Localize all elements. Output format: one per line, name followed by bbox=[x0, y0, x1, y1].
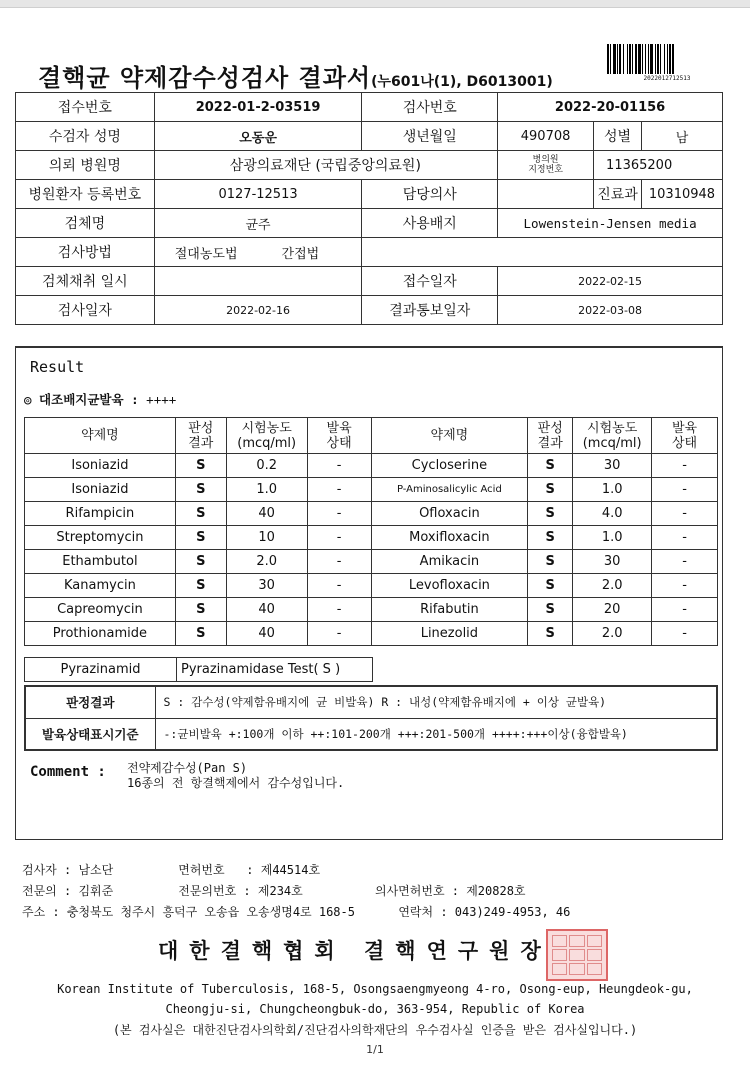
patient-name-label: 수검자 성명 bbox=[16, 122, 155, 151]
patient-info-table bbox=[15, 92, 723, 325]
english-address-line2: Cheongju-si, Chungcheongbuk-do, 363-954, Republic of Korea bbox=[165, 1002, 585, 1016]
drug-name-left: Streptomycin bbox=[25, 526, 176, 550]
concentration-left: 30 bbox=[226, 574, 307, 598]
drug-name-left: Isoniazid bbox=[25, 454, 176, 478]
medium-label: 사용배지 bbox=[362, 209, 498, 238]
control-growth-label: ◎ 대조배지균발육 : bbox=[24, 392, 139, 407]
header-growth-line2: 상태 bbox=[326, 435, 352, 451]
specialist-line: 전문의 : 김휘준 전문의번호 : 제234호 의사면허번호 : 제20828호 bbox=[22, 884, 526, 898]
growth-state-left: - bbox=[307, 502, 371, 526]
reg-no-label: 병원환자 등록번호 bbox=[16, 180, 155, 209]
reg-no-value: 0127-12513 bbox=[154, 180, 362, 209]
examiner-line: 검사자 : 남소단 면허번호 : 제44514호 bbox=[22, 863, 321, 877]
growth-state-right: - bbox=[652, 526, 718, 550]
organization-name: 대한결핵협회 결핵연구원장 bbox=[158, 939, 552, 963]
method-absolute: 절대농도법 bbox=[174, 246, 238, 262]
test-no-value: 2022-20-01156 bbox=[498, 93, 723, 122]
growth-state-right: - bbox=[652, 502, 718, 526]
growth-state-right: - bbox=[652, 478, 718, 502]
hospital-label: 의뢰 병원명 bbox=[16, 151, 155, 180]
comment-label: Comment : bbox=[30, 764, 106, 780]
drug-row bbox=[25, 598, 718, 622]
info-row bbox=[16, 151, 723, 180]
judge-result-right: S bbox=[528, 454, 573, 478]
pyrazinamid-label: Pyrazinamid bbox=[25, 658, 177, 682]
page-number: 1/1 bbox=[366, 1043, 384, 1056]
barcode-number: 2022012712513 bbox=[643, 75, 691, 82]
receive-date-value: 2022-02-15 bbox=[498, 267, 723, 296]
test-date-label: 검사일자 bbox=[16, 296, 155, 325]
header-conc-line1: 시험농도 bbox=[587, 420, 638, 436]
drug-name-left: Isoniazid bbox=[25, 478, 176, 502]
method-value bbox=[154, 238, 362, 267]
method-empty bbox=[362, 238, 723, 267]
receipt-no-label: 접수번호 bbox=[16, 93, 155, 122]
sex-value: 남 bbox=[641, 122, 722, 151]
collect-date-value bbox=[154, 267, 362, 296]
concentration-left: 0.2 bbox=[226, 454, 307, 478]
concentration-left: 40 bbox=[226, 502, 307, 526]
concentration-right: 30 bbox=[573, 550, 652, 574]
concentration-right: 1.0 bbox=[573, 478, 652, 502]
comment-text bbox=[127, 761, 344, 791]
barcode-bar bbox=[674, 44, 677, 74]
test-date-value: 2022-02-16 bbox=[154, 296, 362, 325]
info-row bbox=[16, 267, 723, 296]
header-judge-right bbox=[528, 418, 573, 454]
drug-name-left: Ethambutol bbox=[25, 550, 176, 574]
drug-name-right: Levofloxacin bbox=[371, 574, 528, 598]
criteria-table bbox=[24, 685, 718, 751]
judge-result-left: S bbox=[175, 526, 226, 550]
title-subtitle: (누601나(1), D6013001) bbox=[371, 74, 553, 90]
collect-date-label: 검체채취 일시 bbox=[16, 267, 155, 296]
dept-label: 진료과 bbox=[594, 180, 642, 209]
test-no-label: 검사번호 bbox=[362, 93, 498, 122]
certification-note: (본 검사실은 대한진단검사의학회/진단검사의학재단의 우수검사실 인증을 받은 검사실입니다.) bbox=[112, 1023, 638, 1037]
drug-name-left: Capreomycin bbox=[25, 598, 176, 622]
hospital-code-label-line2: 지정번호 bbox=[528, 165, 563, 175]
concentration-left: 1.0 bbox=[226, 478, 307, 502]
hospital-value: 삼광의료재단 (국립중앙의료원) bbox=[154, 151, 497, 180]
header-conc-right bbox=[573, 418, 652, 454]
viewer-top-bar bbox=[0, 0, 750, 8]
english-address-line1: Korean Institute of Tuberculosis, 168-5, Osongsaengmyeong 4-ro, Osong-eup, Heungdeok-gu, bbox=[57, 982, 693, 996]
drug-name-left: Kanamycin bbox=[25, 574, 176, 598]
growth-state-left: - bbox=[307, 598, 371, 622]
report-date-value: 2022-03-08 bbox=[498, 296, 723, 325]
growth-state-right: - bbox=[652, 550, 718, 574]
info-row bbox=[16, 93, 723, 122]
info-row bbox=[16, 209, 723, 238]
pyrazinamid-row bbox=[25, 658, 373, 682]
control-growth bbox=[24, 390, 176, 408]
drug-name-left: Rifampicin bbox=[25, 502, 176, 526]
patient-name-value: 오동운 bbox=[154, 122, 362, 151]
drug-name-right: P-Aminosalicylic Acid bbox=[371, 478, 528, 502]
criteria-row bbox=[25, 718, 717, 750]
barcode-bars bbox=[607, 44, 727, 74]
drug-name-right: Rifabutin bbox=[371, 598, 528, 622]
pyrazinamid-table bbox=[24, 657, 373, 682]
concentration-left: 2.0 bbox=[226, 550, 307, 574]
method-indirect: 간접법 bbox=[281, 246, 320, 262]
judge-result-left: S bbox=[175, 622, 226, 646]
result-title: Result bbox=[30, 358, 85, 376]
drug-row bbox=[25, 478, 718, 502]
header-conc-line2: (mcq/ml) bbox=[582, 435, 642, 451]
drug-name-right: Cycloserine bbox=[371, 454, 528, 478]
growth-state-right: - bbox=[652, 454, 718, 478]
birth-label: 생년월일 bbox=[362, 122, 498, 151]
growth-state-right: - bbox=[652, 622, 718, 646]
header-growth-right bbox=[652, 418, 718, 454]
hospital-code-label bbox=[498, 151, 594, 180]
judge-result-right: S bbox=[528, 526, 573, 550]
info-row bbox=[16, 296, 723, 325]
growth-state-left: - bbox=[307, 526, 371, 550]
judge-result-right: S bbox=[528, 502, 573, 526]
judge-result-right: S bbox=[528, 622, 573, 646]
medium-value: Lowenstein-Jensen media bbox=[498, 209, 723, 238]
growth-state-left: - bbox=[307, 454, 371, 478]
drug-row bbox=[25, 574, 718, 598]
title-main: 결핵균 약제감수성검사 결과서 bbox=[38, 64, 372, 92]
header-judge-left bbox=[175, 418, 226, 454]
judge-result-right: S bbox=[528, 598, 573, 622]
concentration-left: 40 bbox=[226, 622, 307, 646]
header-drug-left: 약제명 bbox=[25, 418, 176, 454]
header-judge-line2: 결과 bbox=[537, 435, 563, 451]
comment-line1: 전약제감수성(Pan S) bbox=[127, 761, 248, 775]
comment-line2: 16종의 전 항결핵제에서 감수성입니다. bbox=[127, 776, 345, 790]
judge-result-right: S bbox=[528, 550, 573, 574]
concentration-right: 30 bbox=[573, 454, 652, 478]
receive-date-label: 접수일자 bbox=[362, 267, 498, 296]
drug-table-header bbox=[25, 418, 718, 454]
drug-row bbox=[25, 622, 718, 646]
specimen-label: 검체명 bbox=[16, 209, 155, 238]
header-growth-line1: 발육 bbox=[672, 420, 698, 436]
drug-row bbox=[25, 454, 718, 478]
info-row bbox=[16, 180, 723, 209]
official-seal bbox=[546, 929, 608, 981]
header-conc-line1: 시험농도 bbox=[241, 420, 292, 436]
growth-state-right: - bbox=[652, 574, 718, 598]
concentration-left: 40 bbox=[226, 598, 307, 622]
specimen-value: 균주 bbox=[154, 209, 362, 238]
info-row bbox=[16, 238, 723, 267]
criteria-row bbox=[25, 686, 717, 718]
growth-criteria-text: -:균비발육 +:100개 이하 ++:101-200개 +++:201-500개 ++++:+++이상(융합발육) bbox=[155, 718, 717, 750]
header-judge-line2: 결과 bbox=[188, 435, 214, 451]
doctor-label: 담당의사 bbox=[362, 180, 498, 209]
concentration-right: 2.0 bbox=[573, 622, 652, 646]
pyrazinamid-value: Pyrazinamidase Test( S ) bbox=[177, 658, 373, 682]
concentration-right: 20 bbox=[573, 598, 652, 622]
growth-state-left: - bbox=[307, 574, 371, 598]
report-date-label: 결과통보일자 bbox=[362, 296, 498, 325]
hospital-code-value: 11365200 bbox=[594, 151, 723, 180]
growth-state-right: - bbox=[652, 598, 718, 622]
document-title bbox=[38, 58, 553, 93]
growth-state-left: - bbox=[307, 550, 371, 574]
judge-result-left: S bbox=[175, 574, 226, 598]
hospital-code-label-line1: 병의원 bbox=[532, 155, 559, 165]
growth-criteria-label: 발육상태표시기준 bbox=[25, 718, 155, 750]
sex-label: 성별 bbox=[594, 122, 642, 151]
drug-name-right: Ofloxacin bbox=[371, 502, 528, 526]
judge-result-left: S bbox=[175, 502, 226, 526]
judge-result-right: S bbox=[528, 478, 573, 502]
header-growth-line1: 발육 bbox=[326, 420, 352, 436]
judge-result-right: S bbox=[528, 574, 573, 598]
drug-name-right: Linezolid bbox=[371, 622, 528, 646]
concentration-right: 4.0 bbox=[573, 502, 652, 526]
drug-susceptibility-table bbox=[24, 417, 718, 646]
growth-state-left: - bbox=[307, 478, 371, 502]
growth-state-left: - bbox=[307, 622, 371, 646]
header-judge-line1: 판성 bbox=[537, 420, 563, 436]
concentration-right: 1.0 bbox=[573, 526, 652, 550]
drug-row bbox=[25, 550, 718, 574]
header-drug-right: 약제명 bbox=[371, 418, 528, 454]
drug-name-left: Prothionamide bbox=[25, 622, 176, 646]
dept-value: 10310948 bbox=[641, 180, 722, 209]
method-label: 검사방법 bbox=[16, 238, 155, 267]
drug-row bbox=[25, 502, 718, 526]
judge-criteria-label: 판정결과 bbox=[25, 686, 155, 718]
drug-name-right: Moxifloxacin bbox=[371, 526, 528, 550]
header-conc-line2: (mcq/ml) bbox=[237, 435, 297, 451]
header-conc-left bbox=[226, 418, 307, 454]
header-judge-line1: 판성 bbox=[188, 420, 214, 436]
doctor-value bbox=[498, 180, 594, 209]
header-growth-left bbox=[307, 418, 371, 454]
address-line: 주소 : 충청북도 청주시 흥덕구 오송읍 오송생명4로 168-5 연락처 : 043)249-4953, 46 bbox=[22, 905, 571, 919]
judge-result-left: S bbox=[175, 550, 226, 574]
judge-result-left: S bbox=[175, 454, 226, 478]
control-growth-value: ++++ bbox=[146, 392, 177, 407]
judge-result-left: S bbox=[175, 598, 226, 622]
receipt-no-value: 2022-01-2-03519 bbox=[154, 93, 362, 122]
barcode bbox=[607, 44, 727, 84]
concentration-right: 2.0 bbox=[573, 574, 652, 598]
judge-result-left: S bbox=[175, 478, 226, 502]
judge-criteria-text: S : 감수성(약제함유배지에 균 비발육) R : 내성(약제함유배지에 + 이상 균발육) bbox=[155, 686, 717, 718]
drug-name-right: Amikacin bbox=[371, 550, 528, 574]
concentration-left: 10 bbox=[226, 526, 307, 550]
info-row bbox=[16, 122, 723, 151]
header-growth-line2: 상태 bbox=[672, 435, 698, 451]
birth-value: 490708 bbox=[498, 122, 594, 151]
drug-row bbox=[25, 526, 718, 550]
